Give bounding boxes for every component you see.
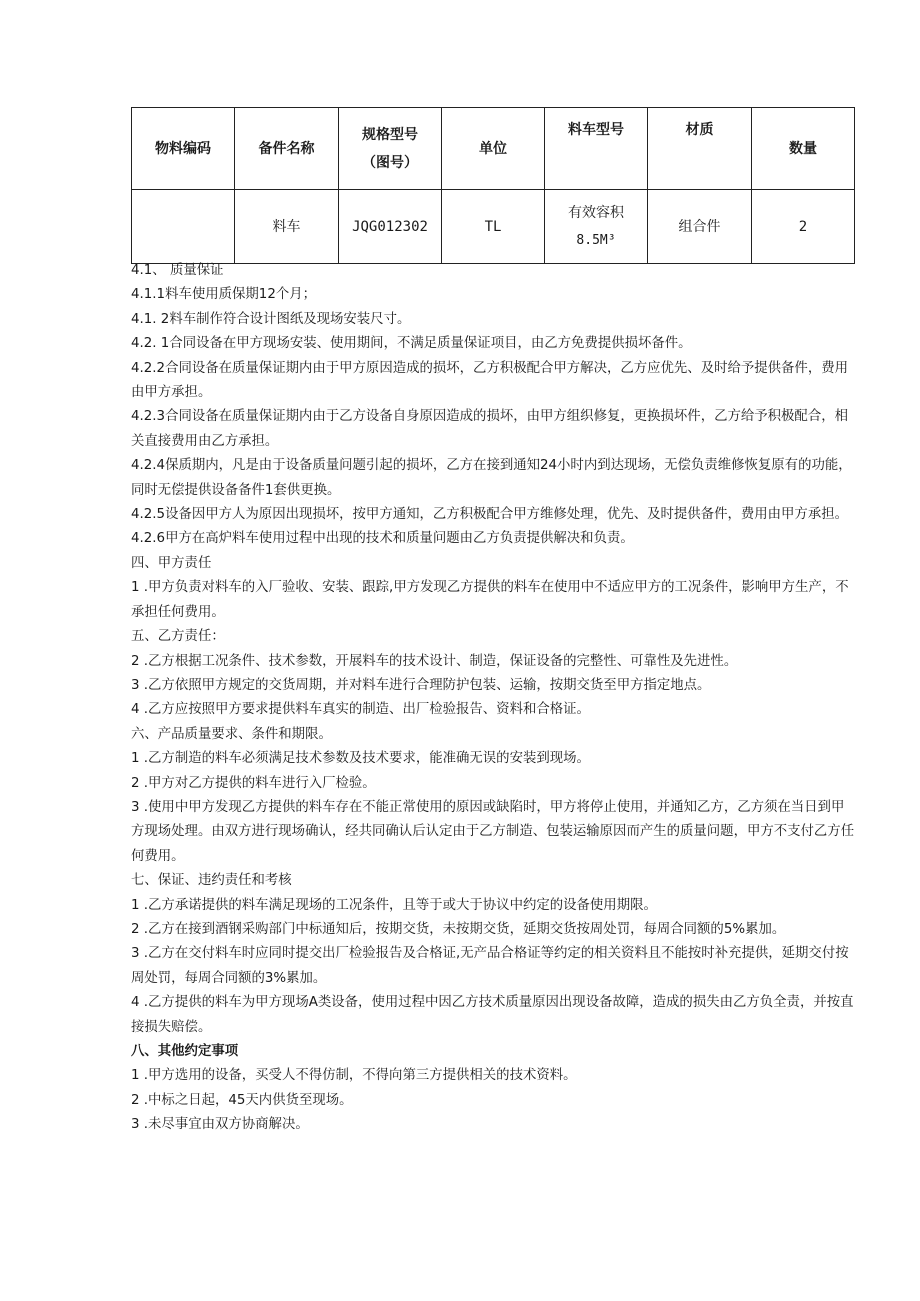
clause-paragraph: 4.2.2合同设备在质量保证期内由于甲方原因造成的损坏，乙方积极配合甲方解决，乙方应优先、及时给予提供备件，费用由甲方承担。 (131, 360, 848, 401)
clause-paragraph: 4.1. 2料车制作符合设计图纸及现场安装尺寸。 (131, 311, 411, 327)
clause-paragraph: 2 .乙方在接到酒钢采购部门中标通知后，按期交货，未按期交货，延期交货按周处罚，每周合同额的5%累加。 (131, 921, 786, 937)
header-spec-model-line1: 规格型号 (362, 126, 418, 143)
clause-paragraph: 1 .甲方负责对料车的入厂验收、安装、跟踪,甲方发现乙方提供的料车在使用中不适应甲方的工况条件，影响甲方生产，不承担任何费用。 (131, 580, 849, 620)
header-unit: 单位 (442, 108, 545, 190)
clause-paragraph: 2 .甲方对乙方提供的料车进行入厂检验。 (131, 775, 376, 791)
cell-cart-model-line1: 有效容积 (568, 204, 624, 221)
clause-paragraph: 4.1、 质量保证 (131, 263, 224, 278)
table-header-row (132, 108, 855, 190)
cell-part-name: 料车 (235, 190, 339, 264)
clause-paragraph: 4.2. 1合同设备在甲方现场安装、使用期间，不满足质量保证项目，由乙方免费提供损坏备件。 (131, 336, 692, 352)
cell-unit: TL (442, 190, 545, 264)
clause-paragraph: 4.2.6甲方在高炉料车使用过程中出现的技术和质量问题由乙方负责提供解决和负责。 (131, 531, 634, 547)
clause-paragraph: 4 .乙方提供的料车为甲方现场A类设备，使用过程中因乙方技术质量原因出现设备故障，造成的损失由乙方负全责，并按直接损失赔偿。 (131, 995, 854, 1035)
clause-paragraph: 4.2.5设备因甲方人为原因出现损坏，按甲方通知，乙方积极配合甲方维修处理，优先、及时提供备件，费用由甲方承担。 (131, 507, 848, 523)
clause-paragraph: 1 .甲方选用的设备，买受人不得仿制，不得向第三方提供相关的技术资料。 (131, 1068, 577, 1084)
clause-paragraph: 3 .乙方在交付料车时应同时提交出厂检验报告及合格证,无产品合格证等约定的相关资料且不能按时补充提供，延期交付按周处罚，每周合同额的3%累加。 (131, 946, 849, 986)
clause-paragraph: 3 .使用中甲方发现乙方提供的料车存在不能正常使用的原因或缺陷时，甲方将停止使用，并通知乙方，乙方须在当日到甲方现场处理。由双方进行现场确认，经共同确认后认定由于乙方制造、包装运输原因而产生的质量问题，甲方不支付乙方任何费用。 (131, 799, 855, 864)
cell-cart-model-line2: 8.5M³ (576, 232, 616, 248)
cell-material: 组合件 (648, 190, 752, 264)
header-quantity: 数量 (752, 108, 855, 190)
clause-paragraph: 4.2.4保质期内，凡是由于设备质量问题引起的损坏，乙方在接到通知24小时内到达现场，无偿负责维修恢复原有的功能，同时无偿提供设备备件1套供更换。 (131, 458, 852, 498)
cell-material-code (132, 190, 235, 264)
clause-paragraph: 七、保证、违约责任和考核 (131, 873, 292, 889)
header-part-name: 备件名称 (235, 108, 339, 190)
header-spec-model-line2: （图号） (362, 154, 418, 171)
clause-paragraph: 2 .乙方根据工况条件、技术参数，开展料车的技术设计、制造，保证设备的完整性、可靠性及先进性。 (131, 653, 738, 669)
clause-paragraph: 4.2.3合同设备在质量保证期内由于乙方设备自身原因造成的损坏，由甲方组织修复，更换损坏件，乙方给予积极配合，相关直接费用由乙方承担。 (131, 409, 848, 449)
cell-quantity: 2 (752, 190, 855, 264)
header-cart-model: 料车型号 (545, 108, 648, 190)
table-row (132, 190, 855, 264)
clause-paragraph: 八、其他约定事项 (131, 1044, 239, 1059)
clause-paragraph: 四、甲方责任 (131, 555, 212, 571)
contract-body-text (131, 259, 856, 1138)
clause-paragraph: 1 .乙方制造的料车必须满足技术参数及技术要求，能准确无误的安装到现场。 (131, 751, 590, 767)
clause-paragraph: 1 .乙方承诺提供的料车满足现场的工况条件，且等于或大于协议中约定的设备使用期限。 (131, 897, 657, 913)
clause-paragraph: 2 .中标之日起，45天内供货至现场。 (131, 1092, 353, 1108)
clause-paragraph: 3 .乙方依照甲方规定的交货周期，并对料车进行合理防护包装、运输，按期交货至甲方指定地点。 (131, 677, 711, 693)
header-spec-model (339, 108, 442, 190)
cell-cart-model (545, 190, 648, 264)
clause-paragraph: 六、产品质量要求、条件和期限。 (131, 726, 332, 742)
clause-paragraph: 3 .未尽事宜由双方协商解决。 (131, 1117, 309, 1133)
header-material-code: 物料编码 (132, 108, 235, 190)
spec-table (131, 107, 855, 264)
cell-spec-model: JQG012302 (339, 190, 442, 264)
clause-paragraph: 4 .乙方应按照甲方要求提供料车真实的制造、出厂检验报告、资料和合格证。 (131, 702, 590, 718)
clause-paragraph: 五、乙方责任： (131, 629, 225, 645)
header-material: 材质 (648, 108, 752, 190)
clause-paragraph: 4.1.1料车使用质保期12个月； (131, 287, 317, 303)
